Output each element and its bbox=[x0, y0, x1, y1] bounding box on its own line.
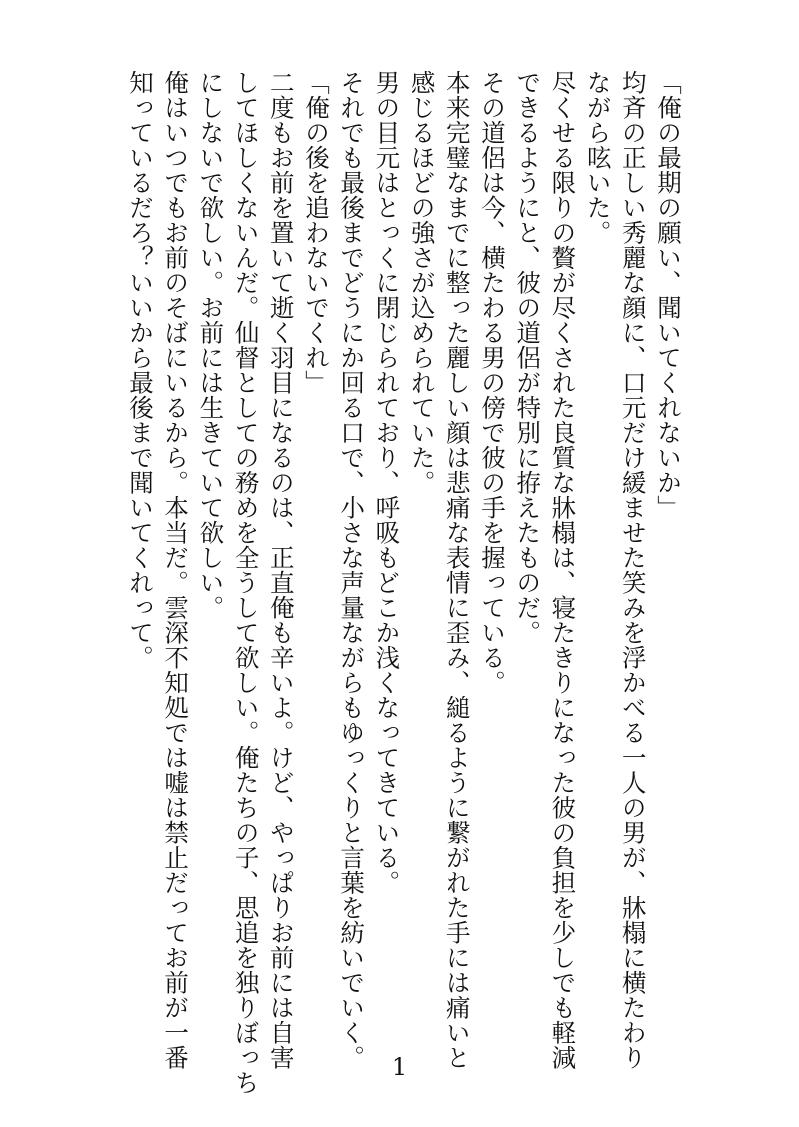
text-line: 二度もお前を置いて逝く羽目になるのは、正直俺も辛いよ。けど、やっぱりお前には自害 bbox=[266, 70, 296, 1070]
text-line: 知っているだろ？いいから最後まで聞いてくれって。 bbox=[125, 70, 155, 670]
text-line: してほしくないんだ。仙督としての務めを全うして欲しい。俺たちの子、思追を独りぼっち bbox=[231, 70, 261, 1095]
text-line: 均斉の正しい秀麗な顔に、口元だけ緩ませた笑みを浮かべる一人の男が、牀榻に横たわり bbox=[618, 70, 648, 1070]
text-line: 感じるほどの強さが込められていた。 bbox=[407, 70, 437, 495]
text-line: 尽くせる限りの贅が尽くされた良質な牀榻は、寝たきりになった彼の負担を少しでも軽減 bbox=[548, 70, 578, 1070]
text-line: ながら呟いた。 bbox=[583, 70, 613, 245]
vertical-text-body bbox=[123, 70, 686, 1095]
text-line: にしないで欲しい。お前には生きていて欲しい。 bbox=[196, 70, 226, 620]
text-line: 俺はいつでもお前のそばにいるから。本当だ。雲深不知処では嘘は禁止だってお前が一番 bbox=[161, 70, 191, 1070]
text-line: できるようにと、彼の道侶が特別に拵えたものだ。 bbox=[513, 70, 543, 645]
text-line: 「俺の最期の願い、聞いてくれないか」 bbox=[654, 70, 683, 520]
text-line: その道侶は今、横たわる男の傍で彼の手を握っている。 bbox=[477, 70, 507, 695]
text-line: 本来完璧なまでに整った麗しい顔は悲痛な表情に歪み、縋るように繋がれた手には痛いと bbox=[442, 70, 472, 1070]
text-line: それでも最後までどうにか回る口で、小さな声量ながらもゆっくりと言葉を紡いでいく。 bbox=[337, 70, 367, 1070]
text-line: 男の目元はとっくに閉じられており、呼吸もどこか浅くなってきている。 bbox=[372, 70, 402, 895]
page-number: 1 bbox=[391, 1053, 408, 1081]
text-line: 「俺の後を追わないでくれ」 bbox=[301, 70, 331, 395]
